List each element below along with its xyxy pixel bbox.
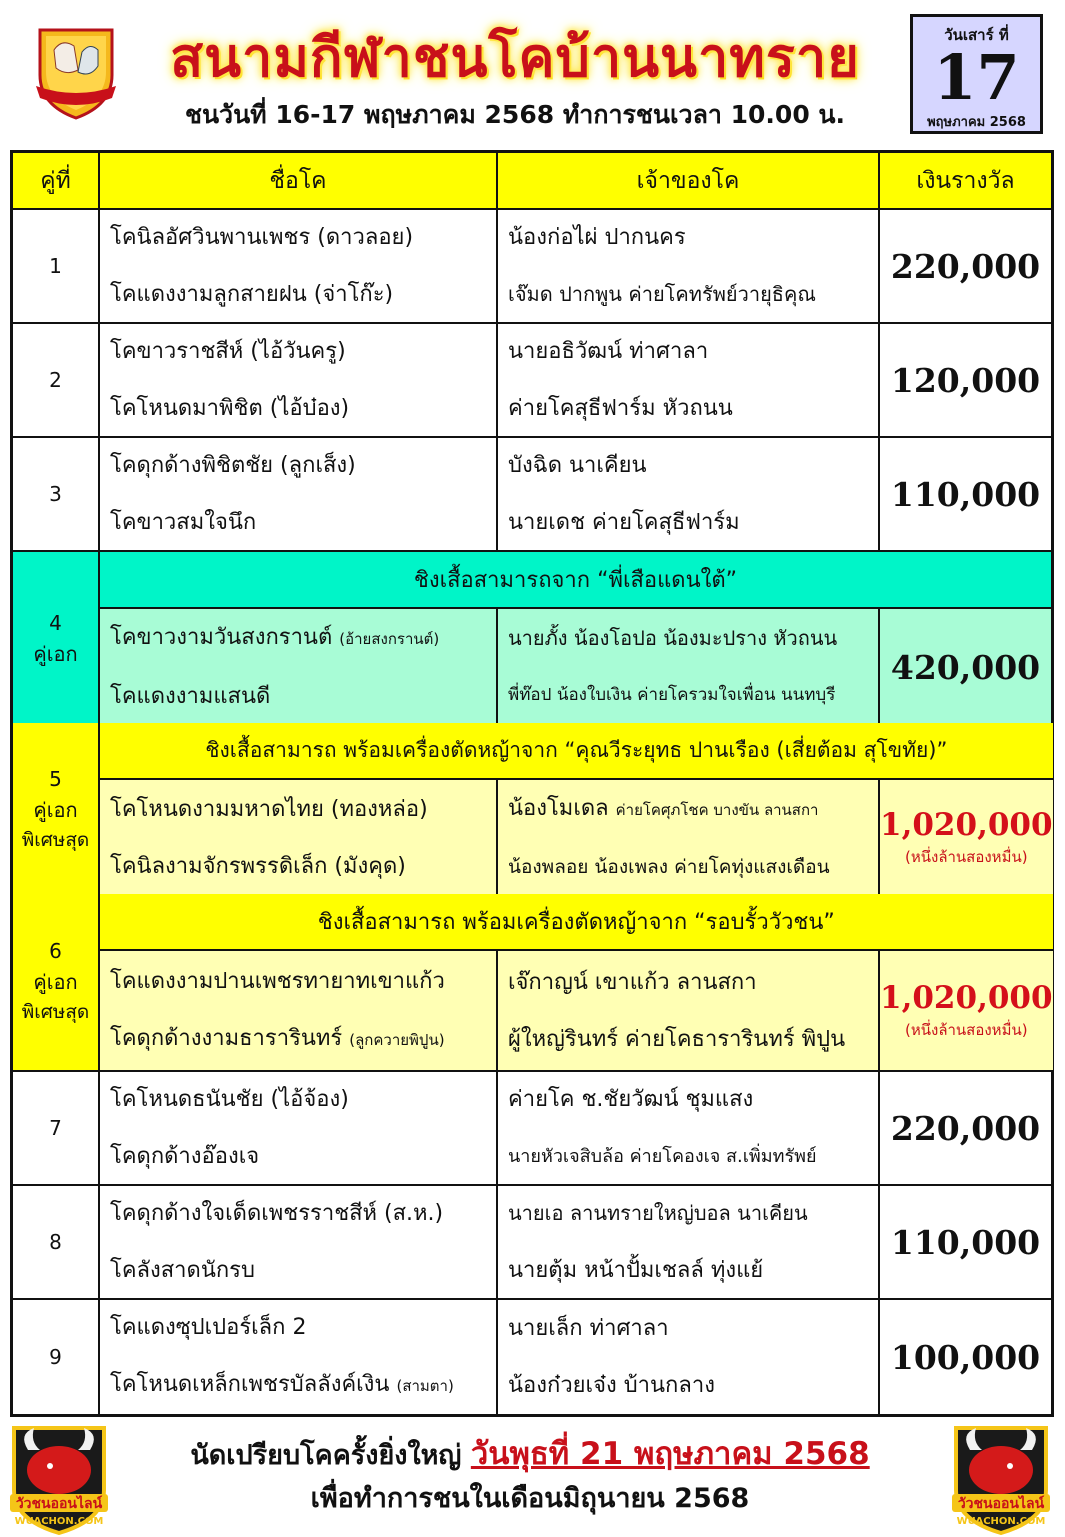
svg-text:วัวชนออนไลน์: วัวชนออนไลน์: [957, 1496, 1045, 1512]
prize-cell: [880, 210, 1051, 322]
date-calendar-box: [910, 14, 1043, 134]
bull-name: [110, 609, 496, 668]
special-detail-row: [100, 780, 1053, 896]
special-content: [100, 552, 1051, 725]
prize-amount: 420,000: [890, 647, 1041, 687]
pair-number: 2: [13, 324, 100, 436]
prize-amount: 110,000: [890, 1222, 1041, 1262]
owner-name: น้องก๋วยเจ๋ง บ้านกลาง: [508, 1373, 715, 1398]
announcement-line-1: [130, 1428, 930, 1478]
svg-text:WUACHON.COM: WUACHON.COM: [956, 1516, 1046, 1527]
pair-label-extra: พิเศษสุด: [21, 1001, 90, 1024]
poster-header: [0, 0, 1065, 150]
owner-name: บังฉิด นาเคียน: [508, 453, 647, 478]
owner-name: นายภั้ง น้องโอปอ น้องมะปราง หัวถนน: [508, 626, 838, 650]
bull-names: [100, 951, 498, 1070]
pair-number: 8: [13, 1186, 100, 1298]
owner-name: [508, 780, 878, 839]
bull-names: [100, 438, 498, 550]
bull-names: [100, 324, 498, 436]
owner-name: เจ๊กาญน์ เขาแก้ว ลานสกา: [508, 969, 757, 995]
pair-number: 9: [13, 1300, 100, 1414]
owner-name: ค่ายโคสุธีฟาร์ม หัวถนน: [508, 396, 733, 421]
prize-amount: 110,000: [890, 474, 1041, 514]
pair-number-cell: [13, 552, 100, 725]
prize-cell: [880, 324, 1051, 436]
sponsor-banner: ชิงเสื้อสามารถ พร้อมเครื่องตัดหญ้าจาก “คุณวีระยุทธ ปานเรือง (เสี่ยต้อม สุโขทัย)”: [100, 723, 1053, 780]
owner-name: น้องก่อไผ่ ปากนคร: [508, 225, 686, 250]
wuachon-bull-logo-icon: [4, 1420, 114, 1535]
pair-number: 3: [13, 438, 100, 550]
prize-amount: 100,000: [890, 1337, 1041, 1377]
bull-name: โคนิลงามจักรพรรดิเล็ก (มังคุด): [110, 854, 406, 879]
bull-names: [100, 609, 498, 725]
prize-amount: 120,000: [890, 360, 1041, 400]
owner-name: ค่ายโค ช.ชัยวัฒน์ ชุมแสง: [508, 1087, 754, 1112]
date-day-label: วันเสาร์ ที่: [944, 26, 1009, 44]
owner-main: น้องโมเดล: [508, 796, 609, 821]
owner-name: นายเดช ค่ายโคสุธีฟาร์ม: [508, 510, 740, 535]
owner-name: นายเอ ลานทรายใหญ่บอล นาเคียน: [508, 1201, 808, 1225]
bull-name: โคดุกด้างใจเด็ดเพชรราชสีห์ (ส.ห.): [110, 1201, 444, 1226]
owner-names: [498, 1300, 880, 1414]
page-title: สนามกีฬาชนโคบ้านนาทราย: [170, 26, 860, 89]
prize-cell: [880, 1300, 1051, 1414]
bull-nickname: (สามตา): [396, 1377, 454, 1395]
pair-label: คู่เอก: [33, 970, 78, 995]
table-header-row: [13, 153, 1051, 210]
table-row-special: [13, 894, 1051, 1072]
event-subtitle: ชนวันที่ 16-17 พฤษภาคม 2568 ทำการชนเวลา 10.00 น.: [184, 100, 846, 129]
bull-name: โคแดงงามลูกสายฝน (จ่าโก๊ะ): [110, 282, 394, 307]
bull-name: โคนิลอัศวินพานเพชร (ดาวลอย): [110, 225, 414, 250]
sponsor-banner: ชิงเสื้อสามารถจาก “พี่เสือแดนใต้”: [100, 552, 1051, 609]
prize-amount: 220,000: [890, 1108, 1041, 1148]
svg-text:WUACHON.COM: WUACHON.COM: [14, 1516, 104, 1527]
owner-name: นายเล็ก ท่าศาลา: [508, 1316, 669, 1341]
owner-names: [498, 1072, 880, 1184]
bull-name: โคแดงงามปานเพชรทายาทเขาแก้ว: [110, 968, 445, 994]
column-header-pair: คู่ที่: [13, 153, 100, 208]
pair-number: 1: [13, 210, 100, 322]
date-month-year: พฤษภาคม 2568: [927, 115, 1026, 130]
announcement-date-highlight: วันพุธที่ 21 พฤษภาคม 2568: [470, 1436, 870, 1472]
table-row: [13, 210, 1051, 324]
special-detail-row: [100, 609, 1051, 725]
owner-names: [498, 210, 880, 322]
column-header-prize: เงินรางวัล: [916, 167, 1015, 194]
owner-name: ผู้ใหญ่รินทร์ ค่ายโคธารารินทร์ พิปูน: [508, 1026, 846, 1052]
bull-name: โคโหนดมาพิชิต (ไอ้บ๋อง): [110, 396, 350, 421]
bull-name: โคขาวราชสีห์ (ไอ้วันครู): [110, 339, 346, 364]
bull-name: โคแดงงามแสนดี: [110, 684, 271, 709]
announcement-line-2: เพื่อทำการชนในเดือนมิถุนายน 2568: [310, 1483, 750, 1514]
match-table: [10, 150, 1054, 1417]
bull-name: โคแดงซุปเปอร์เล็ก 2: [110, 1315, 307, 1340]
table-row-special: [13, 723, 1051, 894]
bull-names: [100, 780, 498, 896]
bull-names: [100, 1300, 498, 1414]
table-row: [13, 1072, 1051, 1186]
special-detail-row: [100, 951, 1053, 1070]
prize-cell: [880, 1072, 1051, 1184]
svg-text:วัวชนออนไลน์: วัวชนออนไลน์: [15, 1496, 103, 1512]
prize-cell: [880, 438, 1051, 550]
table-row: [13, 1186, 1051, 1300]
pair-number: 6: [49, 939, 62, 964]
prize-amount: 1,020,000: [880, 979, 1053, 1016]
owner-names: [498, 609, 880, 725]
prize-cell: [880, 780, 1053, 896]
prize-cell: [880, 951, 1053, 1070]
prize-in-words: (หนึ่งล้านสองหมื่น): [905, 1020, 1028, 1039]
table-row: [13, 324, 1051, 438]
owner-camp: ค่ายโคศุภโชค บางขัน ลานสกา: [615, 801, 819, 819]
bull-names: [100, 210, 498, 322]
owner-names: [498, 951, 880, 1070]
bull-name: โคโหนดงามมหาดไทย (ทองหล่อ): [110, 797, 428, 822]
table-row: [13, 1300, 1051, 1414]
owner-name: นายหัวเจสิบล้อ ค่ายโคองเจ ส.เพิ่มทรัพย์: [508, 1146, 817, 1167]
bull-name: โคลังสาดนักรบ: [110, 1258, 255, 1283]
pair-number: 7: [13, 1072, 100, 1184]
owner-names: [498, 780, 880, 896]
pair-number-cell: [13, 723, 100, 896]
bull-name-text: โคดุกด้างงามธารารินทร์: [110, 1025, 343, 1051]
bull-name: โคขาวสมใจนึก: [110, 510, 257, 535]
column-header-bull-name: ชื่อโค: [100, 153, 498, 208]
owner-name: นายอธิวัฒน์ ท่าศาลา: [508, 339, 709, 364]
owner-names: [498, 1186, 880, 1298]
bull-name-text: โคโหนดเหล็กเพชรบัลลังค์เงิน: [110, 1372, 390, 1397]
bull-name: โคดุกด้างอ๊องเจ: [110, 1144, 260, 1169]
prize-cell: [880, 609, 1051, 725]
pair-number-cell: [13, 894, 100, 1070]
date-day-number: 17: [933, 41, 1020, 114]
pair-number: 5: [49, 766, 62, 791]
prize-in-words: (หนึ่งล้านสองหมื่น): [905, 848, 1028, 866]
owner-name: เจ๊มด ปากพูน ค่ายโคทรัพย์วายุธิคุณ: [508, 282, 816, 306]
stadium-shield-logo-icon: [32, 20, 120, 120]
announcement-prefix: นัดเปรียบโคครั้งยิ่งใหญ่: [190, 1440, 462, 1471]
table-row: [13, 438, 1051, 552]
bull-name: [110, 1010, 496, 1069]
owner-names: [498, 438, 880, 550]
table-row-special: [13, 552, 1051, 723]
prize-amount: 1,020,000: [880, 807, 1053, 843]
owner-name: พี่ท๊อป น้องใบเงิน ค่ายโครวมใจเพื่อน นนทบุรี: [508, 685, 836, 705]
bull-names: [100, 1072, 498, 1184]
pair-label: คู่เอก: [33, 641, 78, 666]
poster-footer: [0, 1414, 1065, 1537]
bull-nickname: (ลูกควายพิปูน): [349, 1030, 445, 1049]
pair-label-extra: พิเศษสุด: [21, 828, 90, 851]
special-content: [100, 894, 1053, 1070]
owner-name: นายตุ้ม หน้าปั้มเชลล์ ทุ่งแย้: [508, 1258, 764, 1283]
bull-name: โคโหนดธนันชัย (ไอ้จ้อง): [110, 1087, 349, 1112]
bull-name: [110, 1356, 496, 1414]
bull-names: [100, 1186, 498, 1298]
pair-label: คู่เอก: [33, 797, 78, 822]
wuachon-bull-logo-icon: [946, 1420, 1056, 1535]
owner-name: น้องพลอย น้องเพลง ค่ายโคทุ่งแสงเดือน: [508, 856, 830, 878]
prize-cell: [880, 1186, 1051, 1298]
prize-amount: 220,000: [890, 246, 1041, 286]
owner-names: [498, 324, 880, 436]
bull-name: โคดุกด้างพิชิตชัย (ลูกเส็ง): [110, 453, 356, 478]
pair-number: 4: [49, 610, 62, 635]
sponsor-banner: ชิงเสื้อสามารถ พร้อมเครื่องตัดหญ้าจาก “รอบรั้ววัวชน”: [100, 894, 1053, 951]
special-content: [100, 723, 1053, 896]
bull-name-text: โคขาวงามวันสงกรานต์: [110, 625, 333, 650]
column-header-owner: เจ้าของโค: [498, 153, 880, 208]
bull-nickname: (อ้ายสงกรานต์): [339, 630, 440, 648]
